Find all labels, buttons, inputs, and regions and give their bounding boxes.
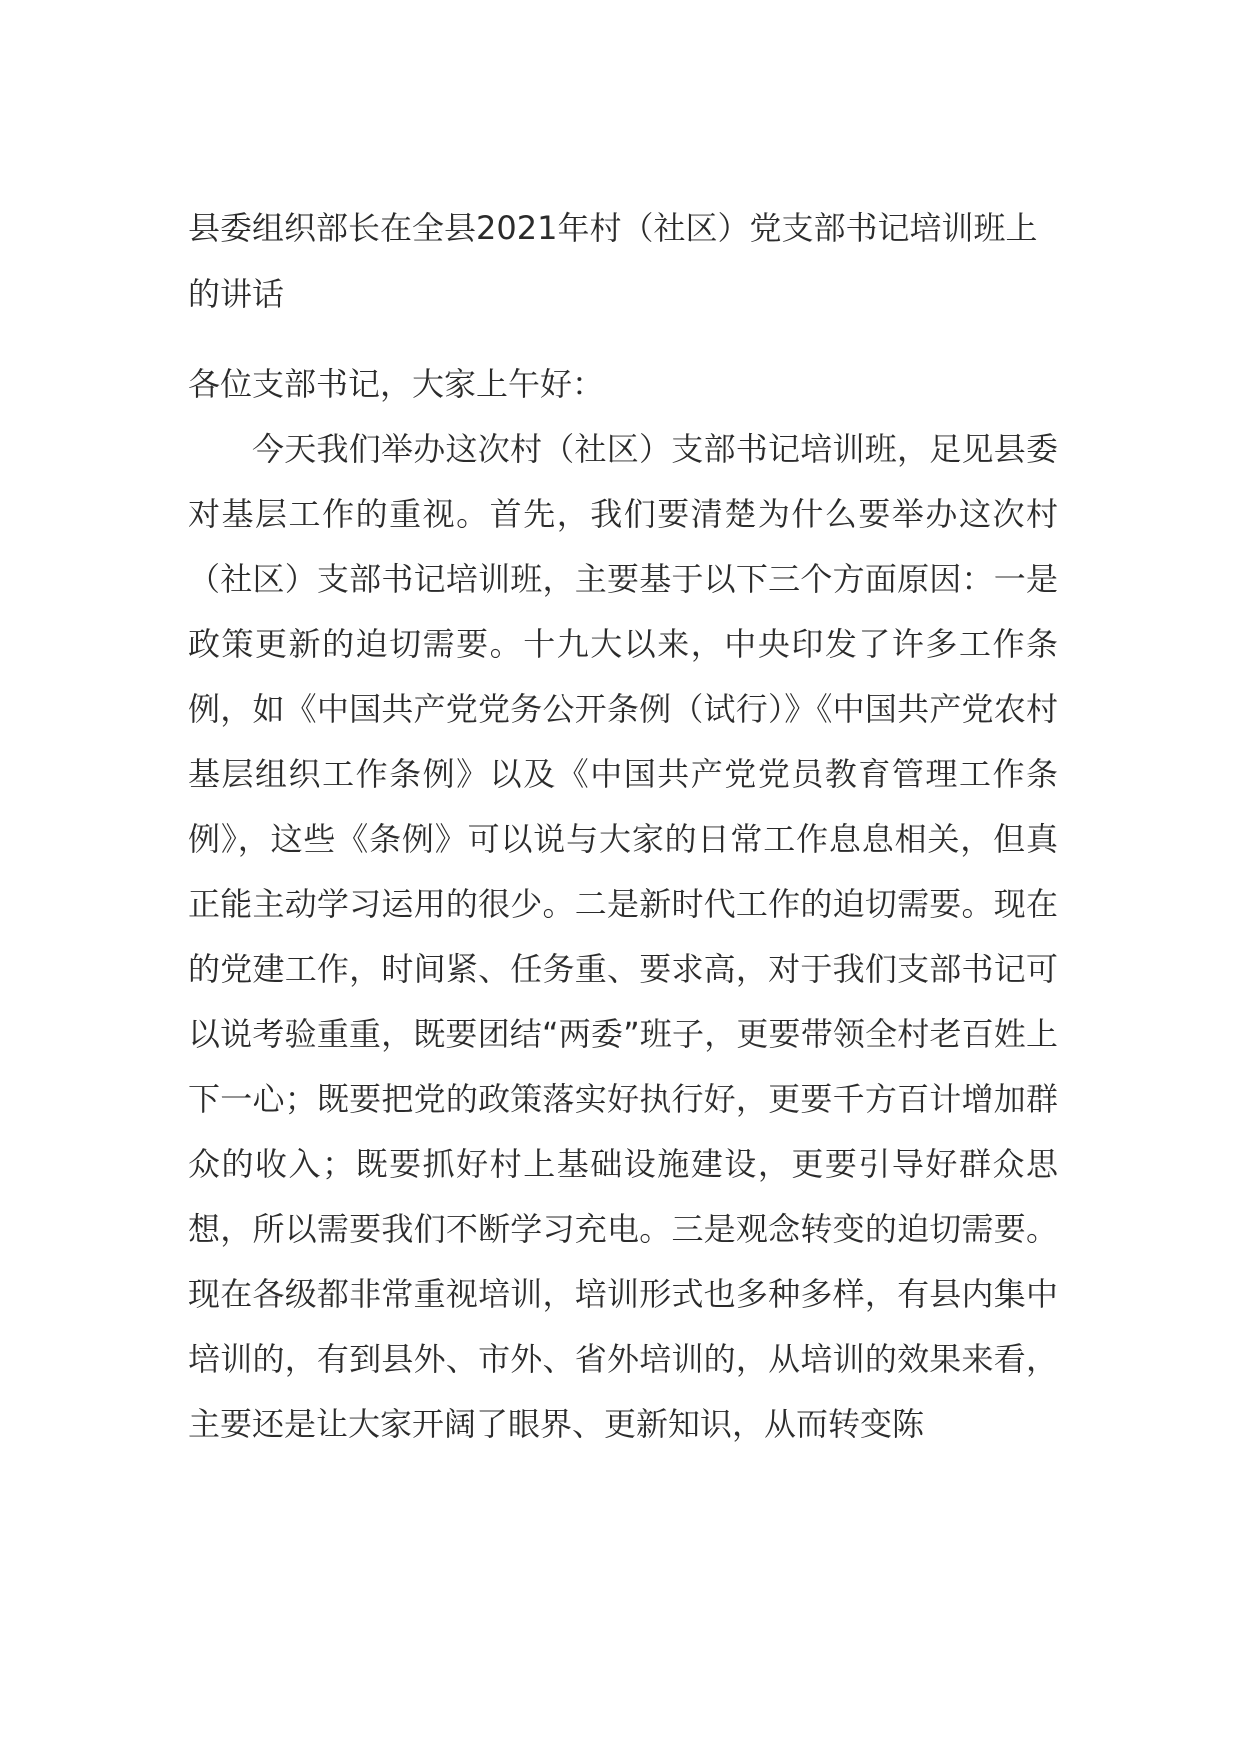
document-title: 县委组织部长在全县2021年村（社区）党支部书记培训班上的讲话: [188, 209, 1038, 313]
document-body: [188, 195, 1058, 1457]
salutation: 各位支部书记，大家上午好：: [188, 365, 605, 403]
body-paragraph: 今天我们举办这次村（社区）支部书记培训班，足见县委对基层工作的重视。首先，我们要清楚为什么要举办这次村（社区）支部书记培训班，主要基于以下三个方面原因：一是政策更新的迫切需要。十九大以来，中央印发了许多工作条例，如《中国共产党党务公开条例（试行）》《中国共产党农村基层组织工作条例》以及《中国共产党党员教育管理工作条例》，这些《条例》可以说与大家的日常工作息息相关，但真正能主动学习运用的很少。二是新时代工作的迫切需要。现在的党建工作，时间紧、任务重、要求高，对于我们支部书记可以说考验重重，既要团结“两委”班子，更要带领全村老百姓上下一心；既要把党的政策落实好执行好，更要千方百计增加群众的收入；既要抓好村上基础设施建设，更要引导好群众思想，所以需要我们不断学习充电。三是观念转变的迫切需要。现在各级都非常重视培训，培训形式也多种多样，有县内集中培训的，有到县外、市外、省外培训的，从培训的效果来看，主要还是让大家开阔了眼界、更新知识，从而转变陈: [188, 430, 1058, 1443]
